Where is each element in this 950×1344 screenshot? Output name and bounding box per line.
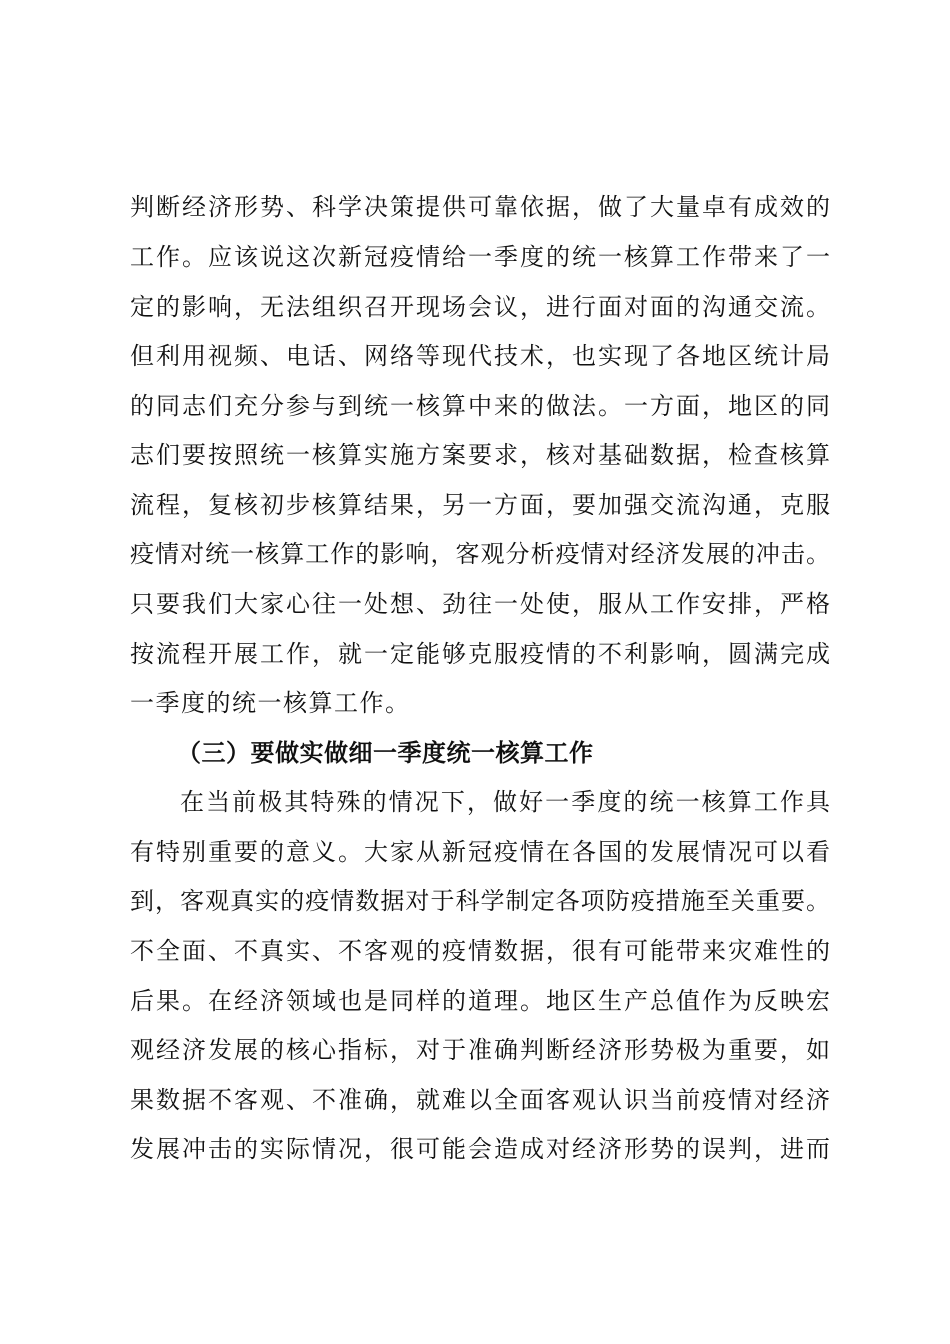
paragraph-line: 志们要按照统一核算实施方案要求，核对基础数据，检查核算 bbox=[130, 441, 830, 469]
paragraph-line: 工作。应该说这次新冠疫情给一季度的统一核算工作带来了一 bbox=[130, 243, 830, 271]
paragraph-line: 后果。在经济领域也是同样的道理。地区生产总值作为反映宏 bbox=[130, 987, 830, 1015]
paragraph-line: 不全面、不真实、不客观的疫情数据，很有可能带来灾难性的 bbox=[130, 937, 830, 965]
paragraph-line: 在当前极其特殊的情况下，做好一季度的统一核算工作具 bbox=[180, 788, 830, 816]
paragraph-line: 判断经济形势、科学决策提供可靠依据，做了大量卓有成效的 bbox=[130, 193, 830, 221]
paragraph-line: 果数据不客观、不准确，就难以全面客观认识当前疫情对经济 bbox=[130, 1086, 830, 1114]
paragraph-line: 有特别重要的意义。大家从新冠疫情在各国的发展情况可以看 bbox=[130, 838, 830, 866]
paragraph-line: 发展冲击的实际情况，很可能会造成对经济形势的误判，进而 bbox=[130, 1135, 830, 1163]
paragraph-line: 观经济发展的核心指标，对于准确判断经济形势极为重要，如 bbox=[130, 1036, 830, 1064]
paragraph-line: 疫情对统一核算工作的影响，客观分析疫情对经济发展的冲击。 bbox=[130, 540, 830, 568]
paragraph-line: 按流程开展工作，就一定能够克服疫情的不利影响，圆满完成 bbox=[130, 640, 830, 668]
paragraph-line: 定的影响，无法组织召开现场会议，进行面对面的沟通交流。 bbox=[130, 293, 830, 321]
paragraph-line: 只要我们大家心往一处想、劲往一处使，服从工作安排，严格 bbox=[130, 590, 830, 618]
paragraph-line: 的同志们充分参与到统一核算中来的做法。一方面，地区的同 bbox=[130, 392, 830, 420]
paragraph-line: 到，客观真实的疫情数据对于科学制定各项防疫措施至关重要。 bbox=[130, 887, 830, 915]
paragraph-line: 一季度的统一核算工作。 bbox=[130, 689, 411, 717]
paragraph-line: 但利用视频、电话、网络等现代技术，也实现了各地区统计局 bbox=[130, 342, 830, 370]
paragraph-line: 流程，复核初步核算结果，另一方面，要加强交流沟通，克服 bbox=[130, 491, 830, 519]
section-heading: （三）要做实做细一季度统一核算工作 bbox=[177, 739, 594, 767]
